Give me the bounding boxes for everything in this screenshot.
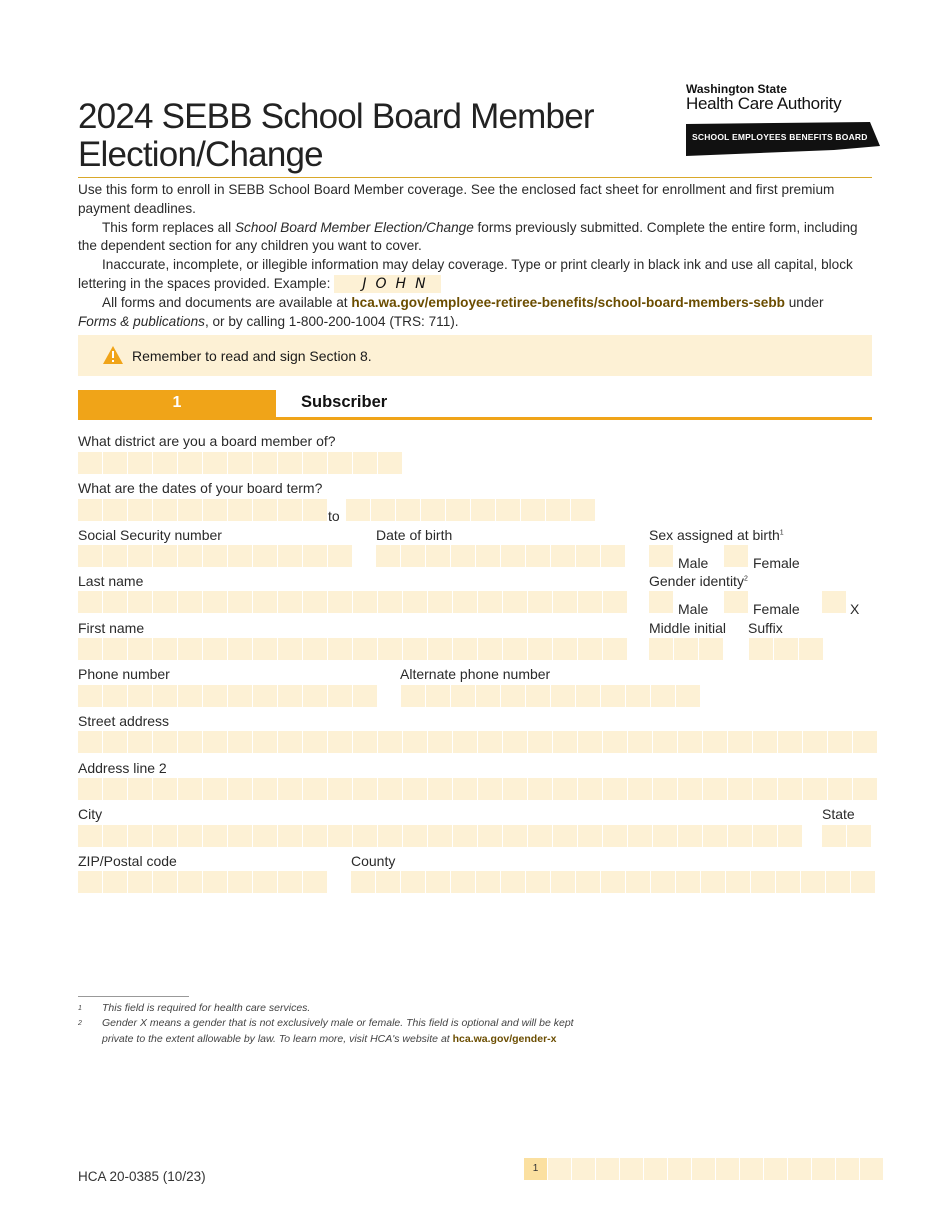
gender-x-checkbox[interactable] (822, 591, 846, 613)
form-number: HCA 20-0385 (10/23) (78, 1169, 206, 1184)
gender-x-link[interactable]: hca.wa.gov/gender-x (452, 1032, 557, 1045)
zip-field[interactable] (78, 871, 327, 893)
phone-label: Phone number (78, 666, 170, 682)
title-line-1: 2024 SEBB School Board Member (78, 97, 594, 136)
zip-label: ZIP/Postal code (78, 853, 177, 869)
term-end-field[interactable] (346, 499, 595, 521)
header-rule (78, 177, 872, 178)
sex-male-checkbox[interactable] (649, 545, 673, 567)
sex-male-label: Male (678, 555, 709, 571)
intro-text (78, 181, 872, 331)
suffix-label: Suffix (748, 620, 783, 636)
logo-line-1: Washington State (686, 82, 787, 96)
address2-field[interactable] (78, 778, 877, 800)
ssn-field[interactable] (78, 545, 352, 567)
county-label: County (351, 853, 396, 869)
term-to-label: to (328, 508, 340, 524)
city-field[interactable] (78, 825, 802, 847)
district-label: What district are you a board member of? (78, 433, 336, 449)
sex-female-label: Female (753, 555, 800, 571)
state-field[interactable] (822, 825, 871, 847)
gender-female-label: Female (753, 601, 800, 617)
notice-box (78, 335, 872, 376)
intro-p3: Inaccurate, incomplete, or illegible information may delay coverage. Type or print clearly in black ink and use all capital, block lettering in the spaces provided. Example: JOHN (78, 257, 853, 292)
middle-initial-label: Middle initial (649, 620, 727, 636)
footnote-rule (78, 996, 189, 997)
street-label: Street address (78, 713, 170, 729)
phone-field[interactable] (78, 685, 377, 707)
footnote-2: Gender X means a gender that is not exclusively male or female. This field is optional and will be kept private to the extent allowable by law. To learn more, visit HCA's website at hca.wa.gov/gender-x (102, 1017, 574, 1045)
state-label: State (822, 806, 855, 822)
gender-male-label: Male (678, 601, 709, 617)
middle-initial-field[interactable] (649, 638, 723, 660)
section-number: 1 (78, 390, 276, 418)
term-start-field[interactable] (78, 499, 327, 521)
notice-text: Remember to read and sign Section 8. (132, 348, 372, 364)
title-line-2: Election/Change (78, 135, 323, 174)
intro-p2: This form replaces all School Board Member Election/Change forms previously submitted. Complete the entire form, including the dependent section for any children you want to cover. (78, 219, 858, 254)
sex-female-checkbox[interactable] (724, 545, 748, 567)
footnote-1-marker: 1 (78, 1005, 82, 1012)
gender-male-checkbox[interactable] (649, 591, 673, 613)
gender-label: Gender identity$^2$ (649, 573, 748, 589)
section-rule (78, 417, 872, 420)
logo-banner-text: SCHOOL EMPLOYEES BENEFITS BOARD (692, 132, 868, 142)
board-term-label: What are the dates of your board term? (78, 480, 323, 496)
gender-female-checkbox[interactable] (724, 591, 748, 613)
county-field[interactable] (351, 871, 875, 893)
district-field[interactable] (78, 452, 402, 474)
intro-p4: All forms and documents are available at hca.wa.gov/employee-retiree-benefits/school-board-members-sebb under Forms & publications, or by calling 1-800-200-1004 (TRS: 711). (78, 294, 824, 329)
city-label: City (78, 806, 103, 822)
page-tracking-boxes (524, 1158, 883, 1180)
alt-phone-field[interactable] (401, 685, 700, 707)
last-name-field[interactable] (78, 591, 627, 613)
gender-x-label: X (850, 601, 860, 617)
page-number: 1 (524, 1158, 547, 1180)
last-name-label: Last name (78, 573, 144, 589)
footnote-2-marker: 2 (78, 1020, 82, 1027)
footnote-1: This field is required for health care services. (102, 1002, 311, 1014)
intro-p1: Use this form to enroll in SEBB School Board Member coverage. See the enclosed fact sheet for enrollment and first premium payment deadlines. (78, 182, 835, 216)
ssn-label: Social Security number (78, 527, 222, 543)
section-title: Subscriber (301, 393, 388, 411)
sex-label: Sex assigned at birth$^1$ (649, 527, 784, 543)
sebb-forms-link[interactable]: hca.wa.gov/employee-retiree-benefits/school-board-members-sebb (351, 294, 785, 310)
hca-logo (684, 80, 884, 160)
dob-field[interactable] (376, 545, 625, 567)
dob-label: Date of birth (376, 527, 453, 543)
example-lettering: JOHN (334, 275, 440, 293)
address2-label: Address line 2 (78, 760, 167, 776)
street-field[interactable] (78, 731, 877, 753)
first-name-field[interactable] (78, 638, 627, 660)
page-title (78, 98, 658, 174)
first-name-label: First name (78, 620, 145, 636)
warning-icon (102, 345, 124, 365)
suffix-field[interactable] (749, 638, 823, 660)
logo-line-2: Health Care Authority (686, 94, 842, 113)
alt-phone-label: Alternate phone number (400, 666, 551, 682)
